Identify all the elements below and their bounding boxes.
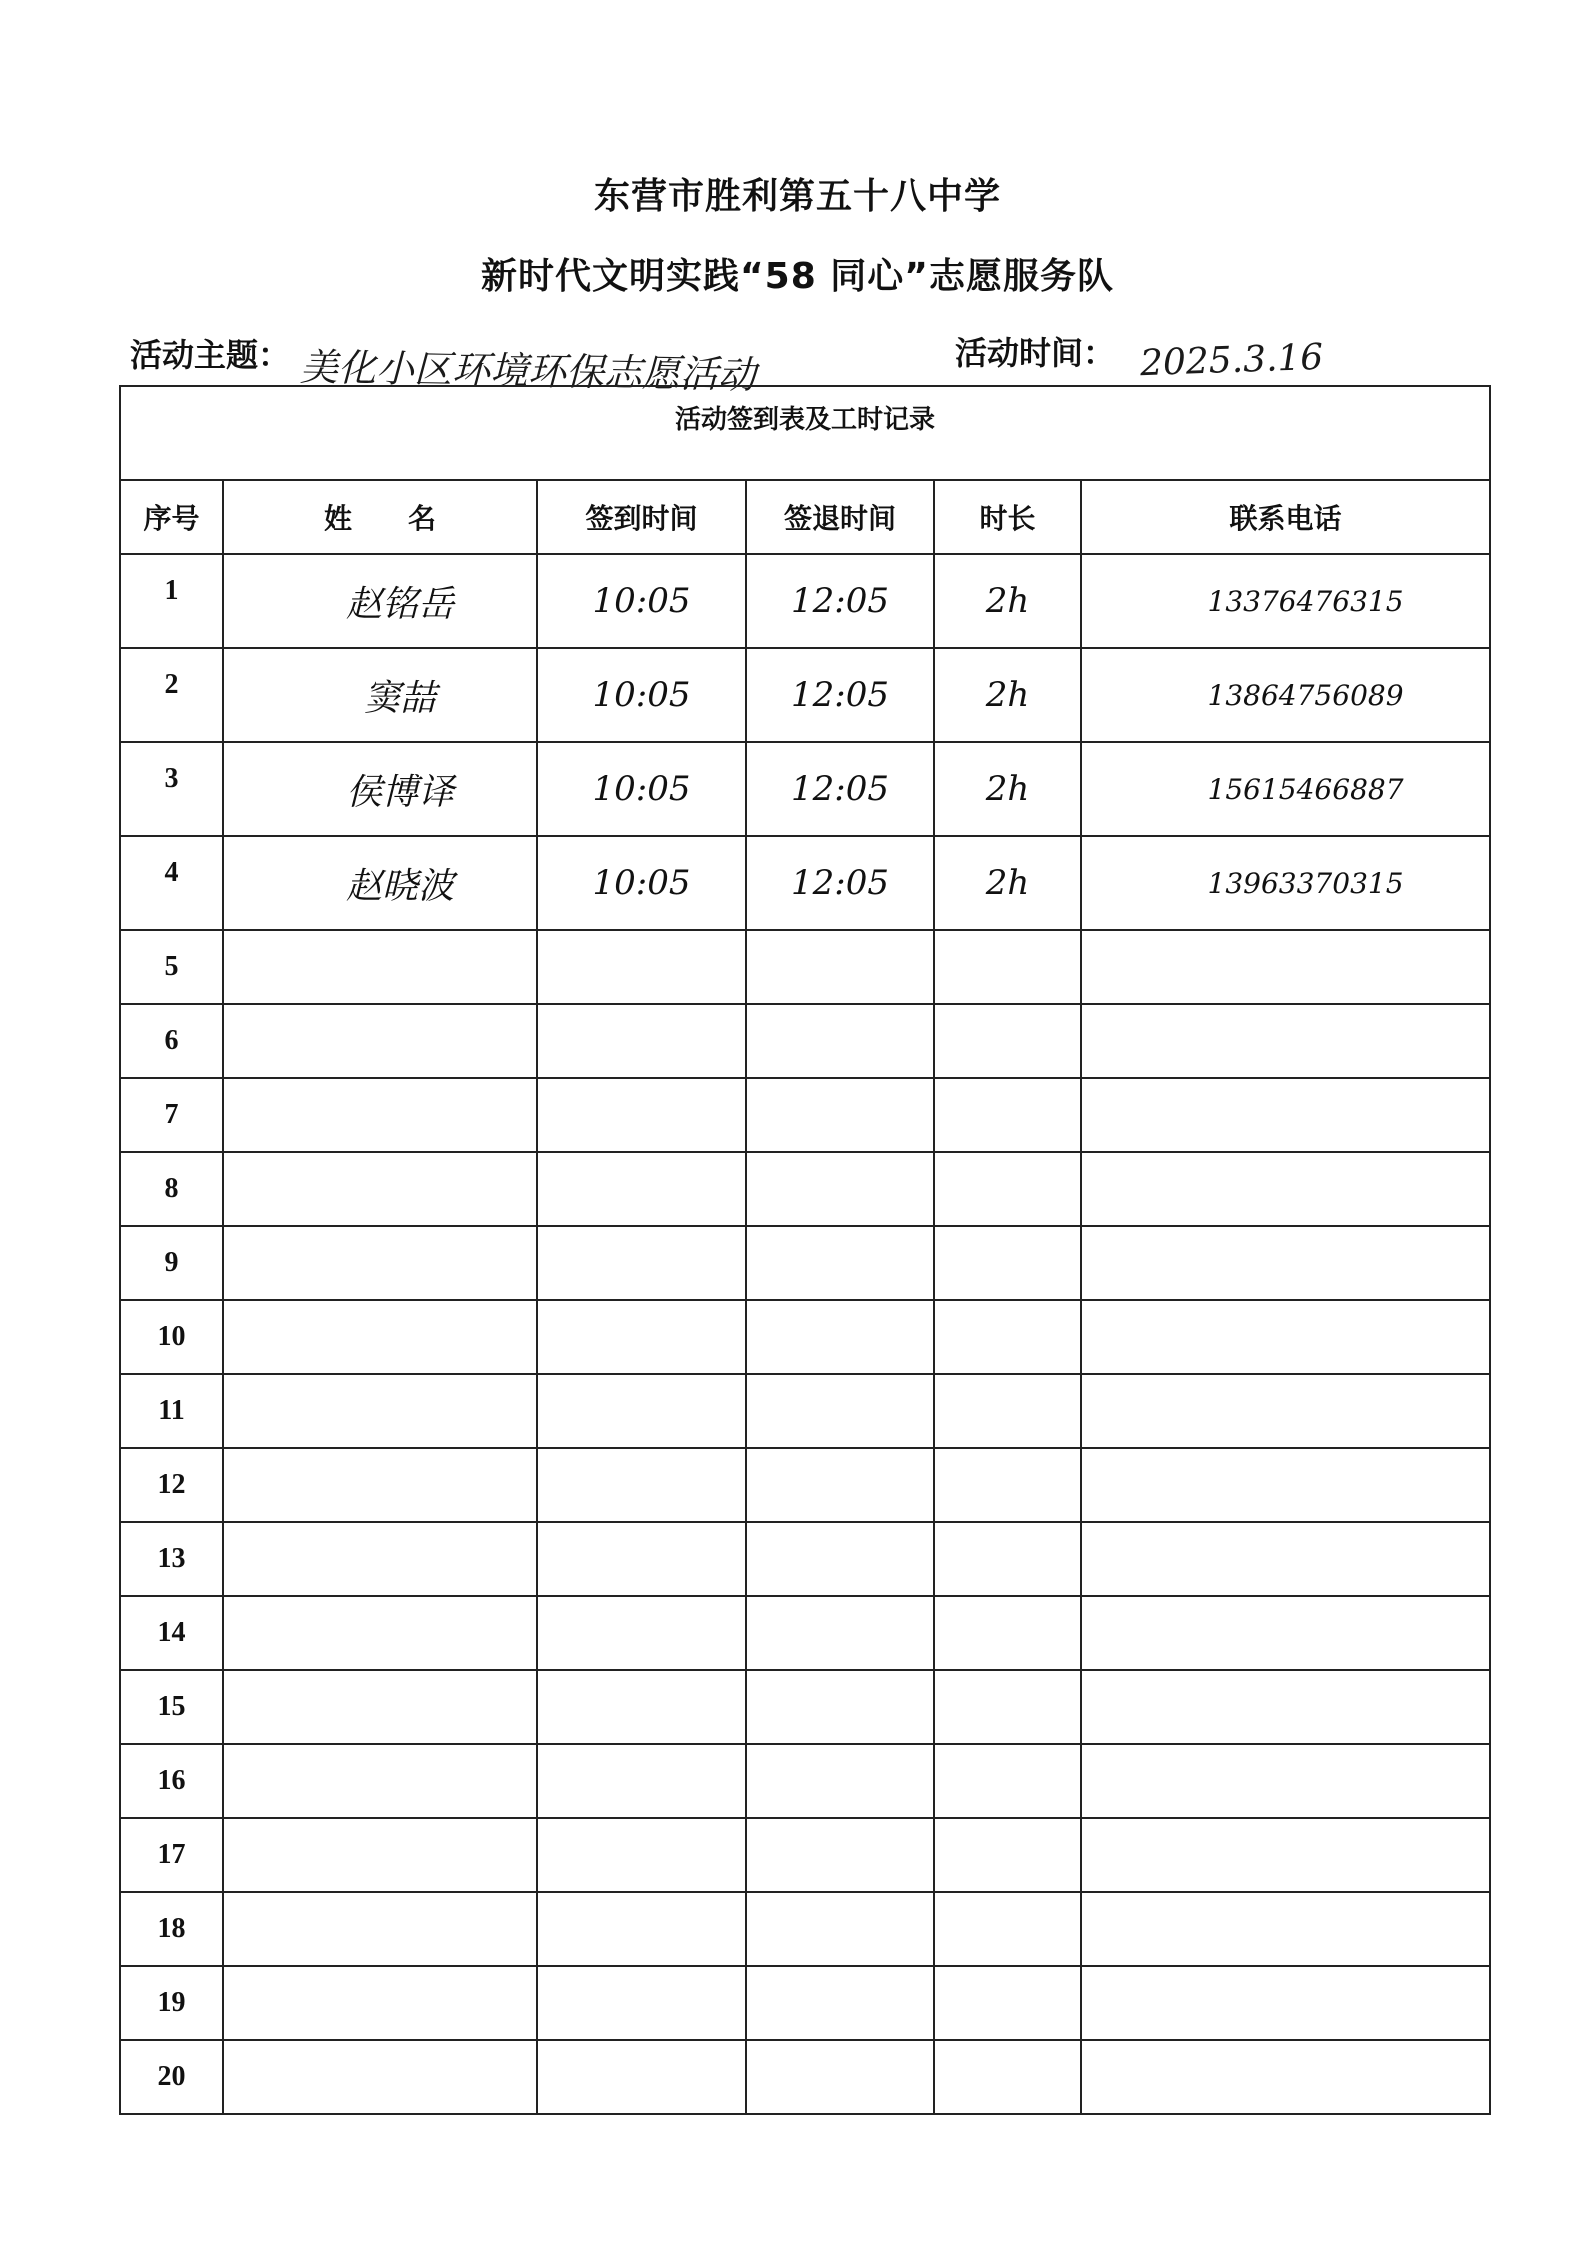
- school-title: 东营市胜利第五十八中学: [593, 176, 1001, 217]
- row-index: 18: [120, 1892, 223, 1966]
- row-sign-out: [746, 1152, 934, 1226]
- row-sign-out: 12:05: [746, 742, 934, 836]
- row-index: 3: [120, 742, 223, 836]
- row-name: 侯博译: [223, 742, 537, 836]
- row-sign-in: [537, 1226, 746, 1300]
- col-header-name: 姓 名: [223, 480, 537, 554]
- row-sign-out: [746, 1744, 934, 1818]
- row-name: [223, 1004, 537, 1078]
- row-sign-out: [746, 1818, 934, 1892]
- row-phone: [1081, 1596, 1490, 1670]
- row-phone: [1081, 1004, 1490, 1078]
- table-row: [120, 1670, 1490, 1744]
- row-duration: [934, 1226, 1081, 1300]
- table-row: [120, 1966, 1490, 2040]
- team-title: 新时代文明实践“58 同心”志愿服务队: [481, 256, 1114, 297]
- row-sign-out: 12:05: [746, 648, 934, 742]
- time-label: 活动时间：: [955, 334, 1116, 372]
- row-index: 16: [120, 1744, 223, 1818]
- row-sign-in: [537, 1374, 746, 1448]
- row-sign-in: [537, 2040, 746, 2114]
- row-index: 19: [120, 1966, 223, 2040]
- row-phone: 13963370315: [1081, 836, 1490, 930]
- row-duration: 2h: [934, 648, 1081, 742]
- row-duration: [934, 2040, 1081, 2114]
- row-index: 2: [120, 648, 223, 742]
- row-sign-in: [537, 1596, 746, 1670]
- row-index: 17: [120, 1818, 223, 1892]
- row-sign-in: 10:05: [537, 742, 746, 836]
- row-duration: 2h: [934, 554, 1081, 648]
- row-name: 赵铭岳: [223, 554, 537, 648]
- row-index: 6: [120, 1004, 223, 1078]
- row-name: [223, 1152, 537, 1226]
- row-name: [223, 1966, 537, 2040]
- row-sign-out: [746, 1596, 934, 1670]
- row-sign-out: [746, 1670, 934, 1744]
- row-sign-out: [746, 1078, 934, 1152]
- row-index: 4: [120, 836, 223, 930]
- row-sign-out: [746, 1892, 934, 1966]
- row-sign-in: [537, 1152, 746, 1226]
- row-sign-out: 12:05: [746, 836, 934, 930]
- row-index: 10: [120, 1300, 223, 1374]
- row-sign-out: [746, 1004, 934, 1078]
- row-name: [223, 2040, 537, 2114]
- table-row: [120, 648, 1490, 742]
- row-name: [223, 1522, 537, 1596]
- row-index: 1: [120, 554, 223, 648]
- row-sign-out: [746, 930, 934, 1004]
- row-duration: 2h: [934, 836, 1081, 930]
- row-index: 5: [120, 930, 223, 1004]
- row-duration: [934, 1966, 1081, 2040]
- row-index: 11: [120, 1374, 223, 1448]
- row-duration: [934, 1892, 1081, 1966]
- row-sign-out: [746, 1522, 934, 1596]
- table-row: [120, 1522, 1490, 1596]
- row-sign-in: [537, 1522, 746, 1596]
- row-index: 13: [120, 1522, 223, 1596]
- table-row: [120, 1596, 1490, 1670]
- row-phone: 13376476315: [1081, 554, 1490, 648]
- row-sign-out: [746, 2040, 934, 2114]
- table-row: [120, 1818, 1490, 1892]
- row-name: [223, 1670, 537, 1744]
- row-duration: [934, 1670, 1081, 1744]
- row-name: 窦喆: [223, 648, 537, 742]
- row-duration: [934, 1078, 1081, 1152]
- col-header-phone: 联系电话: [1081, 480, 1490, 554]
- row-phone: [1081, 930, 1490, 1004]
- table-row: [120, 1744, 1490, 1818]
- row-duration: [934, 1744, 1081, 1818]
- col-header-sign-in: 签到时间: [537, 480, 746, 554]
- row-sign-out: 12:05: [746, 554, 934, 648]
- row-phone: [1081, 1226, 1490, 1300]
- row-name: [223, 1226, 537, 1300]
- row-index: 15: [120, 1670, 223, 1744]
- table-row: [120, 836, 1490, 930]
- row-sign-in: [537, 1892, 746, 1966]
- row-duration: [934, 1152, 1081, 1226]
- row-phone: 15615466887: [1081, 742, 1490, 836]
- row-sign-in: [537, 1670, 746, 1744]
- table-row: [120, 1892, 1490, 1966]
- row-index: 9: [120, 1226, 223, 1300]
- row-phone: [1081, 1892, 1490, 1966]
- row-duration: [934, 1448, 1081, 1522]
- row-sign-in: [537, 1300, 746, 1374]
- table-row: [120, 1374, 1490, 1448]
- row-sign-out: [746, 1966, 934, 2040]
- row-name: [223, 1744, 537, 1818]
- row-phone: 13864756089: [1081, 648, 1490, 742]
- row-index: 7: [120, 1078, 223, 1152]
- row-duration: 2h: [934, 742, 1081, 836]
- row-phone: [1081, 1300, 1490, 1374]
- row-sign-in: 10:05: [537, 648, 746, 742]
- table-row: [120, 930, 1490, 1004]
- row-name: [223, 1892, 537, 1966]
- col-header-sign-out: 签退时间: [746, 480, 934, 554]
- row-name: [223, 1300, 537, 1374]
- table-row: [120, 1226, 1490, 1300]
- row-sign-out: [746, 1300, 934, 1374]
- row-phone: [1081, 1966, 1490, 2040]
- row-sign-out: [746, 1226, 934, 1300]
- row-sign-out: [746, 1448, 934, 1522]
- table-caption: 活动签到表及工时记录: [120, 386, 1490, 480]
- time-value: 2025.3.16: [1139, 336, 1324, 385]
- table-row: [120, 1152, 1490, 1226]
- row-duration: [934, 1374, 1081, 1448]
- topic-label: 活动主题：: [130, 336, 291, 374]
- caption-row: [120, 386, 1490, 480]
- topic-value: 美化小区环境环保志愿活动: [299, 345, 757, 397]
- row-index: 14: [120, 1596, 223, 1670]
- row-name: [223, 1374, 537, 1448]
- row-duration: [934, 1300, 1081, 1374]
- row-name: 赵晓波: [223, 836, 537, 930]
- table-row: [120, 554, 1490, 648]
- row-phone: [1081, 1078, 1490, 1152]
- row-duration: [934, 1522, 1081, 1596]
- row-index: 20: [120, 2040, 223, 2114]
- table-row: [120, 742, 1490, 836]
- row-name: [223, 1448, 537, 1522]
- row-name: [223, 1596, 537, 1670]
- row-name: [223, 1818, 537, 1892]
- table-row: [120, 1448, 1490, 1522]
- row-phone: [1081, 1818, 1490, 1892]
- row-sign-in: [537, 1744, 746, 1818]
- table-row: [120, 1004, 1490, 1078]
- row-sign-out: [746, 1374, 934, 1448]
- row-sign-in: 10:05: [537, 836, 746, 930]
- row-sign-in: [537, 1966, 746, 2040]
- row-sign-in: [537, 1818, 746, 1892]
- row-sign-in: [537, 930, 746, 1004]
- col-header-index: 序号: [120, 480, 223, 554]
- row-duration: [934, 1818, 1081, 1892]
- row-phone: [1081, 1448, 1490, 1522]
- table-row: [120, 2040, 1490, 2114]
- row-name: [223, 1078, 537, 1152]
- row-duration: [934, 1596, 1081, 1670]
- row-phone: [1081, 1670, 1490, 1744]
- row-index: 8: [120, 1152, 223, 1226]
- row-phone: [1081, 2040, 1490, 2114]
- table-row: [120, 1078, 1490, 1152]
- col-header-duration: 时长: [934, 480, 1081, 554]
- row-phone: [1081, 1744, 1490, 1818]
- table-row: [120, 1300, 1490, 1374]
- row-sign-in: [537, 1004, 746, 1078]
- row-sign-in: [537, 1448, 746, 1522]
- row-duration: [934, 1004, 1081, 1078]
- row-name: [223, 930, 537, 1004]
- row-phone: [1081, 1374, 1490, 1448]
- row-phone: [1081, 1522, 1490, 1596]
- row-phone: [1081, 1152, 1490, 1226]
- row-sign-in: 10:05: [537, 554, 746, 648]
- row-duration: [934, 930, 1081, 1004]
- row-sign-in: [537, 1078, 746, 1152]
- header-row: [120, 480, 1490, 554]
- row-index: 12: [120, 1448, 223, 1522]
- signin-table: [119, 385, 1491, 2115]
